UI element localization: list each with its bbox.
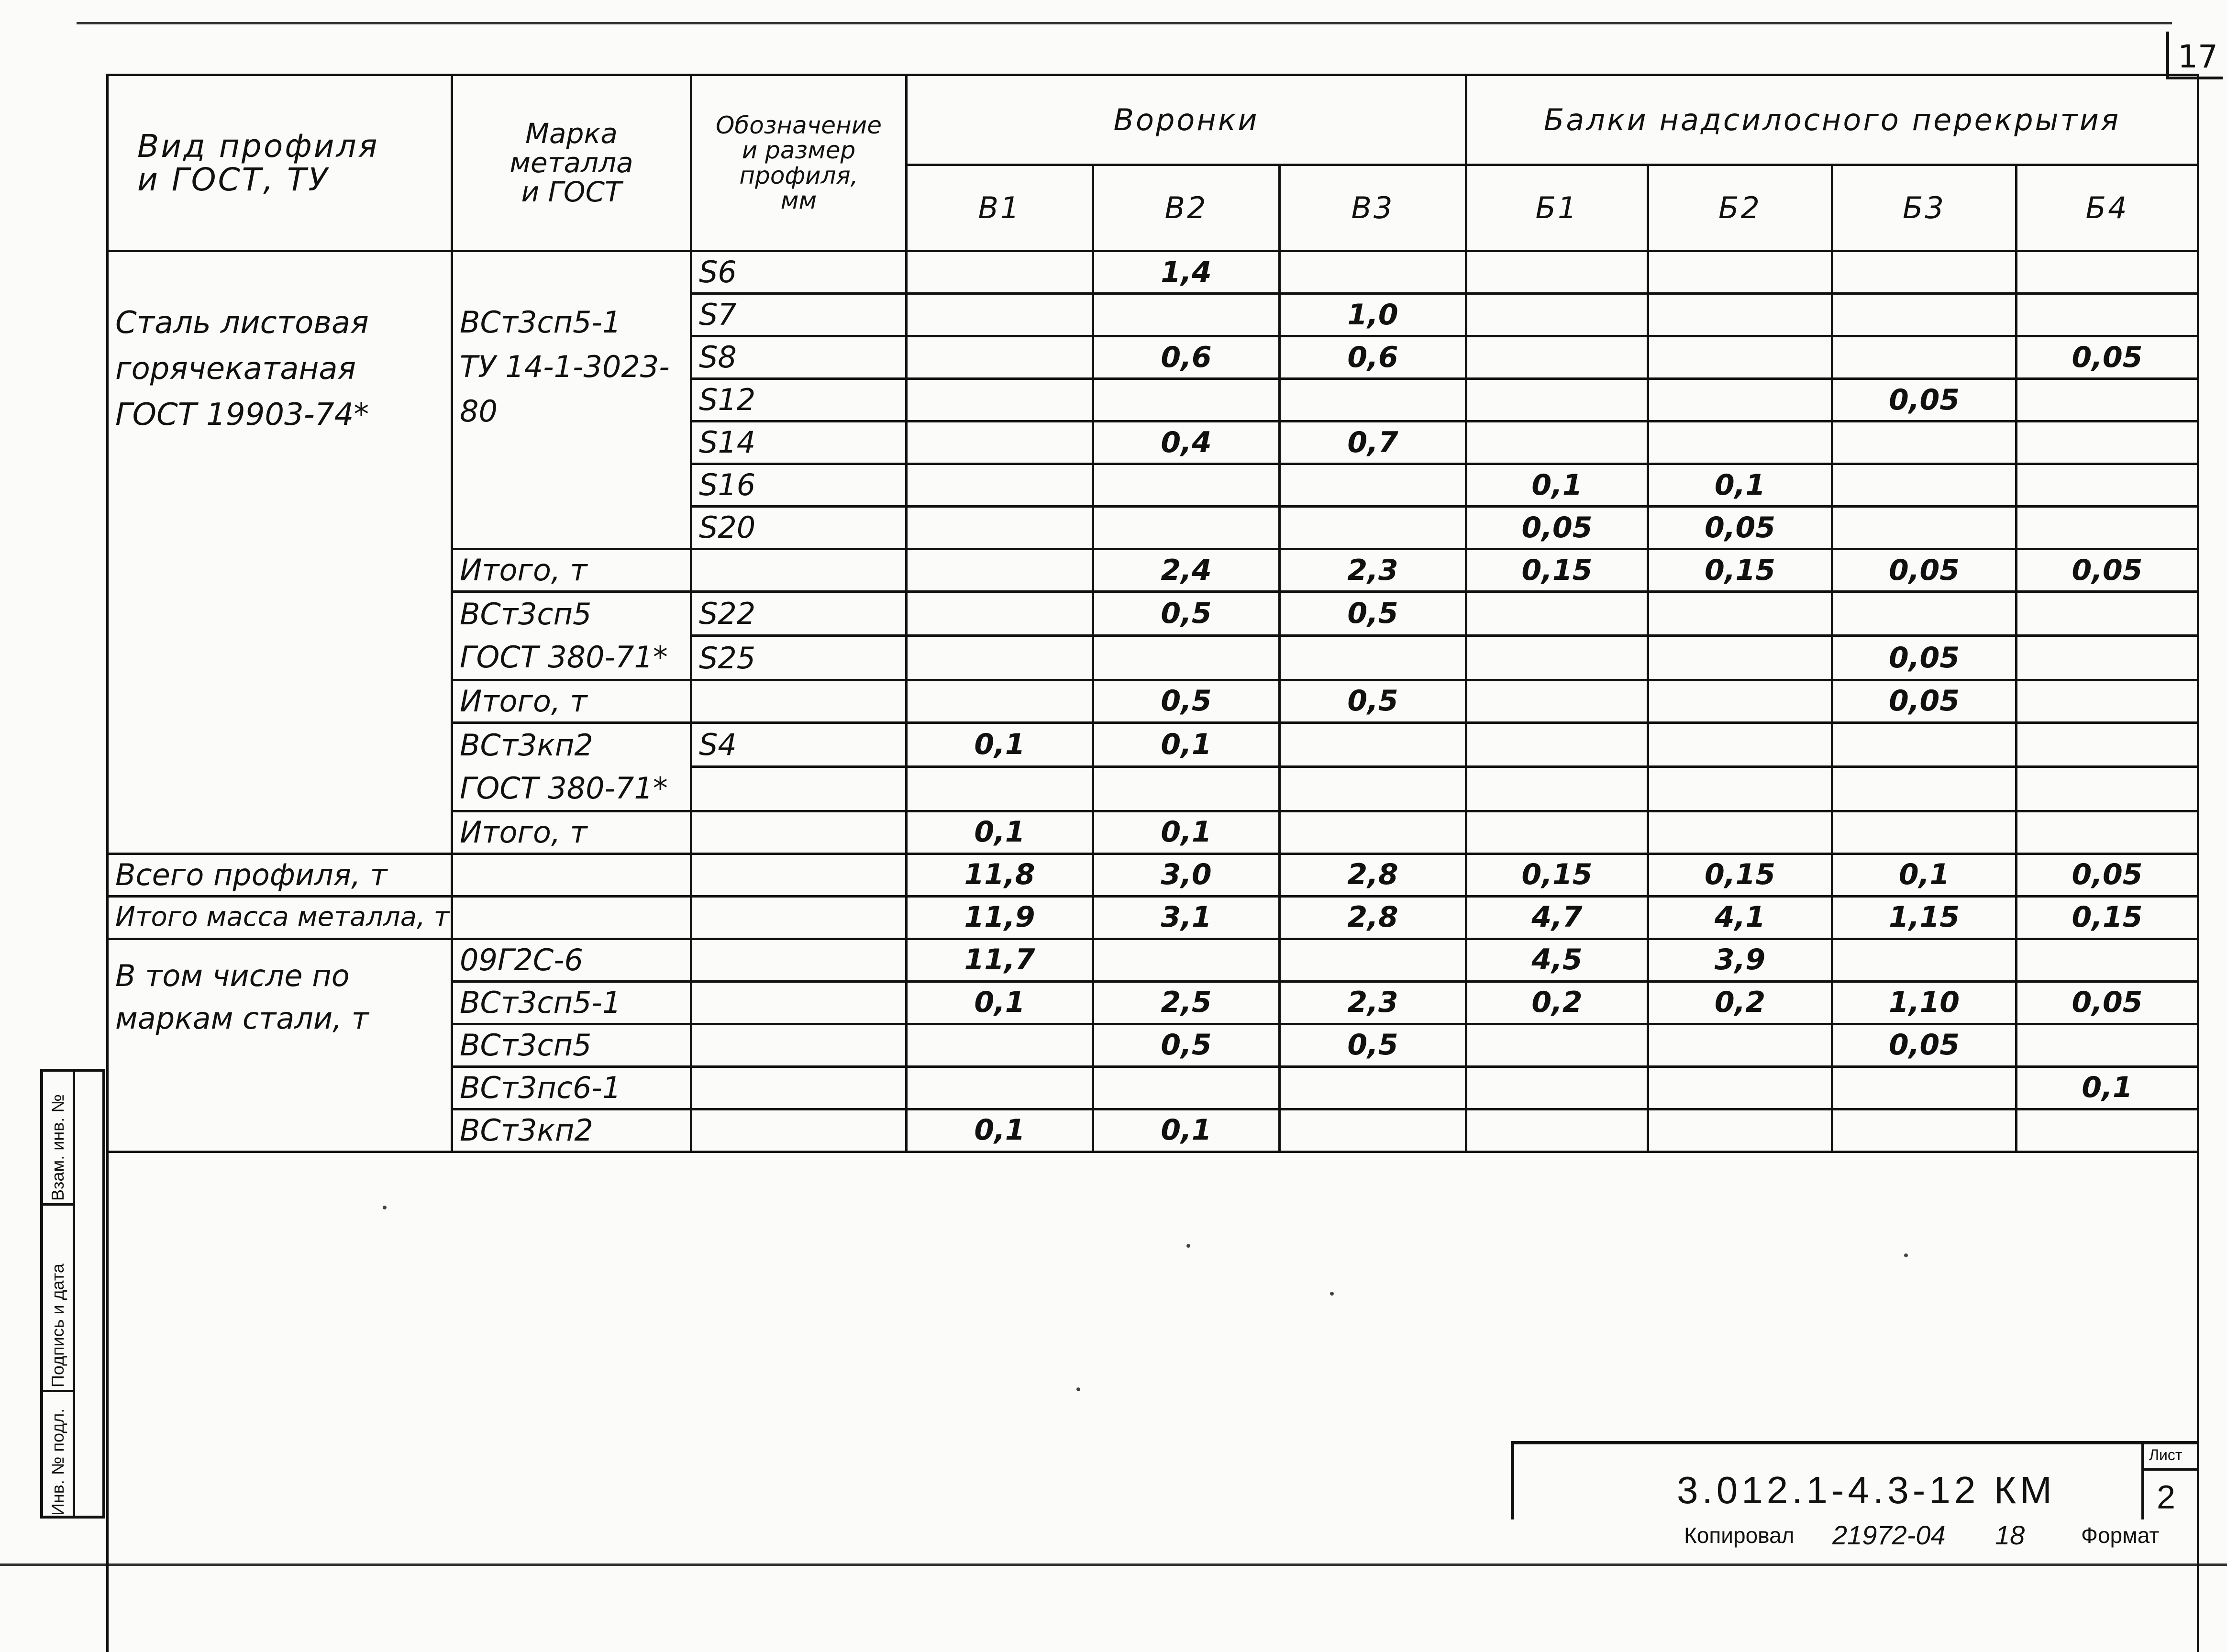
- grade-cell: ВСт3пс6-1: [452, 1066, 691, 1109]
- sheet-separator: [2144, 1468, 2197, 1471]
- value-cell: 0,1: [907, 981, 1093, 1024]
- grade-cell: 09Г2С-6: [452, 939, 691, 981]
- value-cell: [1648, 1066, 1832, 1109]
- size-cell: [691, 767, 907, 811]
- value-cell: [1280, 811, 1466, 854]
- scan-speck: [1186, 1244, 1190, 1248]
- value-cell: [1093, 767, 1280, 811]
- table-row: [108, 251, 2198, 294]
- value-cell: 0,15: [2016, 896, 2198, 939]
- value-cell: [1466, 722, 1648, 766]
- value-cell: [1280, 767, 1466, 811]
- value-cell: [907, 294, 1093, 336]
- table-row: [108, 896, 2198, 939]
- value-cell: [1832, 939, 2016, 981]
- profile-cell: Сталь листовая горячекатаная ГОСТ 19903-74*: [108, 251, 452, 854]
- subheader-cell: Б3: [1832, 165, 2016, 251]
- empty-area: [108, 1152, 2198, 1652]
- size-cell: S12: [691, 379, 907, 421]
- value-cell: 0,1: [1093, 811, 1280, 854]
- value-cell: [907, 1066, 1093, 1109]
- value-cell: 0,5: [1280, 1024, 1466, 1066]
- value-cell: [2016, 1109, 2198, 1152]
- size-cell: S7: [691, 294, 907, 336]
- value-cell: [1832, 767, 2016, 811]
- value-cell: [1466, 336, 1648, 379]
- grade-cell: [452, 854, 691, 896]
- scan-speck: [1330, 1292, 1334, 1296]
- value-cell: [1466, 1109, 1648, 1152]
- size-cell: [691, 939, 907, 981]
- value-cell: 0,15: [1466, 549, 1648, 592]
- value-cell: 0,1: [907, 722, 1093, 766]
- specification-table: [106, 74, 2199, 1652]
- subtotal-label: Итого, т: [452, 680, 691, 722]
- size-cell: [691, 1024, 907, 1066]
- stamp-signature: Подпись и дата: [48, 1264, 67, 1387]
- stamp-cell-inv-podl: [43, 1392, 73, 1519]
- value-cell: 0,4: [1093, 421, 1280, 464]
- value-cell: [1093, 379, 1280, 421]
- footer-order: 21972-04: [1832, 1520, 1946, 1550]
- subtotal-label: Итого, т: [452, 549, 691, 592]
- value-cell: [2016, 464, 2198, 507]
- value-cell: [2016, 251, 2198, 294]
- value-cell: 0,15: [1648, 854, 1832, 896]
- value-cell: [1648, 811, 1832, 854]
- value-cell: [2016, 722, 2198, 766]
- size-cell: S25: [691, 636, 907, 680]
- value-cell: 4,1: [1648, 896, 1832, 939]
- top-border-line: [77, 22, 2172, 24]
- value-cell: [1466, 1024, 1648, 1066]
- value-cell: 1,10: [1832, 981, 2016, 1024]
- value-cell: 0,5: [1093, 592, 1280, 636]
- value-cell: 3,9: [1648, 939, 1832, 981]
- size-cell: [691, 896, 907, 939]
- stamp-inv-zam: Взам. инв. №: [48, 1094, 67, 1201]
- scan-speck: [1904, 1253, 1908, 1257]
- value-cell: 3,0: [1093, 854, 1280, 896]
- value-cell: [1466, 767, 1648, 811]
- table-body: [108, 251, 2198, 1152]
- value-cell: [1093, 939, 1280, 981]
- value-cell: [2016, 421, 2198, 464]
- value-cell: [1832, 336, 2016, 379]
- value-cell: [1466, 592, 1648, 636]
- sheet-label: Лист: [2149, 1446, 2183, 1464]
- value-cell: 1,4: [1093, 251, 1280, 294]
- subtotal-label: Итого, т: [452, 811, 691, 854]
- sheet-box: [2141, 1444, 2197, 1519]
- value-cell: [1832, 592, 2016, 636]
- value-cell: [1832, 722, 2016, 766]
- value-cell: [2016, 592, 2198, 636]
- page-number: 17: [2178, 38, 2218, 75]
- value-cell: [907, 336, 1093, 379]
- value-cell: 0,1: [907, 1109, 1093, 1152]
- value-cell: 1,0: [1280, 294, 1466, 336]
- footer-copied: Копировал: [1684, 1523, 1795, 1548]
- value-cell: 11,7: [907, 939, 1093, 981]
- table-row: [108, 854, 2198, 896]
- value-cell: [1648, 680, 1832, 722]
- size-cell: [691, 981, 907, 1024]
- value-cell: [1466, 379, 1648, 421]
- value-cell: 0,05: [2016, 854, 2198, 896]
- value-cell: [1648, 636, 1832, 680]
- header-size: Обозначение и размер профиля, мм: [691, 75, 907, 251]
- value-cell: [1466, 680, 1648, 722]
- value-cell: [1648, 592, 1832, 636]
- sheet-number: 2: [2157, 1478, 2175, 1516]
- value-cell: 0,5: [1093, 1024, 1280, 1066]
- value-cell: [1832, 251, 2016, 294]
- subheader-cell: В3: [1280, 165, 1466, 251]
- value-cell: 0,7: [1280, 421, 1466, 464]
- grade-cell: [452, 896, 691, 939]
- value-cell: 0,05: [1832, 680, 2016, 722]
- size-cell: [691, 811, 907, 854]
- value-cell: [907, 379, 1093, 421]
- size-cell: S20: [691, 507, 907, 549]
- size-cell: [691, 854, 907, 896]
- value-cell: [1648, 421, 1832, 464]
- value-cell: 0,1: [1832, 854, 2016, 896]
- value-cell: [907, 549, 1093, 592]
- subheader-cell: Б1: [1466, 165, 1648, 251]
- value-cell: [1466, 1066, 1648, 1109]
- value-cell: [2016, 1024, 2198, 1066]
- value-cell: [1832, 1109, 2016, 1152]
- value-cell: [1093, 636, 1280, 680]
- value-cell: 0,05: [1466, 507, 1648, 549]
- value-cell: [2016, 939, 2198, 981]
- value-cell: [2016, 379, 2198, 421]
- value-cell: [1648, 1024, 1832, 1066]
- value-cell: 0,05: [1648, 507, 1832, 549]
- value-cell: [907, 636, 1093, 680]
- value-cell: 0,05: [1832, 1024, 2016, 1066]
- total-label: Итого масса металла, т: [108, 896, 452, 939]
- value-cell: [1093, 507, 1280, 549]
- value-cell: [1280, 464, 1466, 507]
- grade-cell: ВСт3кп2 ГОСТ 380-71*: [452, 722, 691, 811]
- value-cell: 0,05: [2016, 336, 2198, 379]
- value-cell: 2,5: [1093, 981, 1280, 1024]
- value-cell: 0,5: [1280, 680, 1466, 722]
- value-cell: [1832, 1066, 2016, 1109]
- value-cell: 2,8: [1280, 896, 1466, 939]
- subheader-cell: Б2: [1648, 165, 1832, 251]
- value-cell: [1093, 464, 1280, 507]
- scan-speck: [1076, 1387, 1080, 1391]
- value-cell: [1280, 722, 1466, 766]
- value-cell: [907, 592, 1093, 636]
- stamp-inv-podl: Инв. № подл.: [48, 1408, 67, 1516]
- grade-cell: ВСт3сп5: [452, 1024, 691, 1066]
- stamp-cell-inv-zam: [43, 1072, 73, 1206]
- value-cell: 0,15: [1648, 549, 1832, 592]
- value-cell: [2016, 507, 2198, 549]
- header-grade: Марка металла и ГОСТ: [452, 75, 691, 251]
- table-row: [108, 939, 2198, 981]
- value-cell: 0,05: [1832, 549, 2016, 592]
- grade-cell: ВСт3сп5-1 ТУ 14-1-3023-80: [452, 251, 691, 549]
- value-cell: [1280, 379, 1466, 421]
- value-cell: [907, 251, 1093, 294]
- size-cell: [691, 680, 907, 722]
- subheader-cell: В2: [1093, 165, 1280, 251]
- value-cell: [1280, 636, 1466, 680]
- value-cell: [1648, 251, 1832, 294]
- value-cell: [1832, 464, 2016, 507]
- grade-cell: ВСт3сп5 ГОСТ 380-71*: [452, 592, 691, 680]
- header-beams: Балки надсилосного перекрытия: [1466, 75, 2198, 165]
- value-cell: 0,6: [1093, 336, 1280, 379]
- size-cell: [691, 1109, 907, 1152]
- size-cell: [691, 549, 907, 592]
- value-cell: 0,1: [2016, 1066, 2198, 1109]
- value-cell: [2016, 680, 2198, 722]
- document-code: 3.012.1-4.3-12 КМ: [1677, 1469, 2056, 1511]
- value-cell: 0,6: [1280, 336, 1466, 379]
- value-cell: 3,1: [1093, 896, 1280, 939]
- value-cell: [1648, 1109, 1832, 1152]
- subheader-cell: В1: [907, 165, 1093, 251]
- value-cell: [2016, 294, 2198, 336]
- value-cell: 2,3: [1280, 981, 1466, 1024]
- side-stamp: [40, 1069, 105, 1519]
- size-cell: S16: [691, 464, 907, 507]
- size-cell: [691, 1066, 907, 1109]
- value-cell: [907, 1024, 1093, 1066]
- value-cell: [1648, 767, 1832, 811]
- value-cell: 0,2: [1466, 981, 1648, 1024]
- value-cell: [1280, 1109, 1466, 1152]
- value-cell: [1093, 294, 1280, 336]
- value-cell: 0,1: [1648, 464, 1832, 507]
- grade-cell: ВСт3сп5-1: [452, 981, 691, 1024]
- side-stamp-label-col: [43, 1072, 75, 1516]
- value-cell: [907, 464, 1093, 507]
- value-cell: [1466, 294, 1648, 336]
- value-cell: [1466, 636, 1648, 680]
- value-cell: 0,1: [1466, 464, 1648, 507]
- page-number-box: [2166, 32, 2223, 79]
- value-cell: 0,05: [1832, 636, 2016, 680]
- value-cell: 0,1: [1093, 1109, 1280, 1152]
- value-cell: [1466, 251, 1648, 294]
- value-cell: 0,05: [2016, 981, 2198, 1024]
- value-cell: [1832, 294, 2016, 336]
- value-cell: 0,1: [1093, 722, 1280, 766]
- value-cell: 0,5: [1280, 592, 1466, 636]
- size-cell: S6: [691, 251, 907, 294]
- value-cell: 4,7: [1466, 896, 1648, 939]
- value-cell: [1280, 507, 1466, 549]
- header-funnels: Воронки: [907, 75, 1466, 165]
- value-cell: 11,8: [907, 854, 1093, 896]
- value-cell: [1648, 379, 1832, 421]
- value-cell: [1832, 507, 2016, 549]
- footer-order-num: 18: [1995, 1520, 2025, 1550]
- value-cell: [1280, 251, 1466, 294]
- value-cell: 0,2: [1648, 981, 1832, 1024]
- header-profile: Вид профиля и ГОСТ, ТУ: [108, 75, 452, 251]
- value-cell: [907, 507, 1093, 549]
- value-cell: [1648, 294, 1832, 336]
- value-cell: [1832, 811, 2016, 854]
- value-cell: 2,8: [1280, 854, 1466, 896]
- title-block: [1511, 1441, 2197, 1519]
- value-cell: [1648, 336, 1832, 379]
- scan-speck: [383, 1206, 387, 1209]
- value-cell: [1280, 1066, 1466, 1109]
- size-cell: S22: [691, 592, 907, 636]
- value-cell: [2016, 811, 2198, 854]
- value-cell: 0,1: [907, 811, 1093, 854]
- empty-area-row: [108, 1152, 2198, 1652]
- value-cell: 2,4: [1093, 549, 1280, 592]
- value-cell: 11,9: [907, 896, 1093, 939]
- value-cell: 2,3: [1280, 549, 1466, 592]
- value-cell: [1466, 421, 1648, 464]
- value-cell: 0,15: [1466, 854, 1648, 896]
- value-cell: 4,5: [1466, 939, 1648, 981]
- value-cell: [907, 767, 1093, 811]
- size-cell: S4: [691, 722, 907, 766]
- value-cell: 0,5: [1093, 680, 1280, 722]
- value-cell: [1280, 939, 1466, 981]
- grade-cell: ВСт3кп2: [452, 1109, 691, 1152]
- value-cell: 1,15: [1832, 896, 2016, 939]
- value-cell: [907, 421, 1093, 464]
- subheader-cell: Б4: [2016, 165, 2198, 251]
- value-cell: [1466, 811, 1648, 854]
- value-cell: [2016, 636, 2198, 680]
- value-cell: [1648, 722, 1832, 766]
- value-cell: [1832, 421, 2016, 464]
- size-cell: S8: [691, 336, 907, 379]
- value-cell: [907, 680, 1093, 722]
- value-cell: [2016, 767, 2198, 811]
- total-label: Всего профиля, т: [108, 854, 452, 896]
- size-cell: S14: [691, 421, 907, 464]
- value-cell: 0,05: [1832, 379, 2016, 421]
- footer-format: Формат: [2081, 1523, 2160, 1548]
- stamp-cell-signature: [43, 1206, 73, 1392]
- value-cell: 0,05: [2016, 549, 2198, 592]
- by-grade-label: В том числе по маркам стали, т: [108, 939, 452, 1152]
- value-cell: [1093, 1066, 1280, 1109]
